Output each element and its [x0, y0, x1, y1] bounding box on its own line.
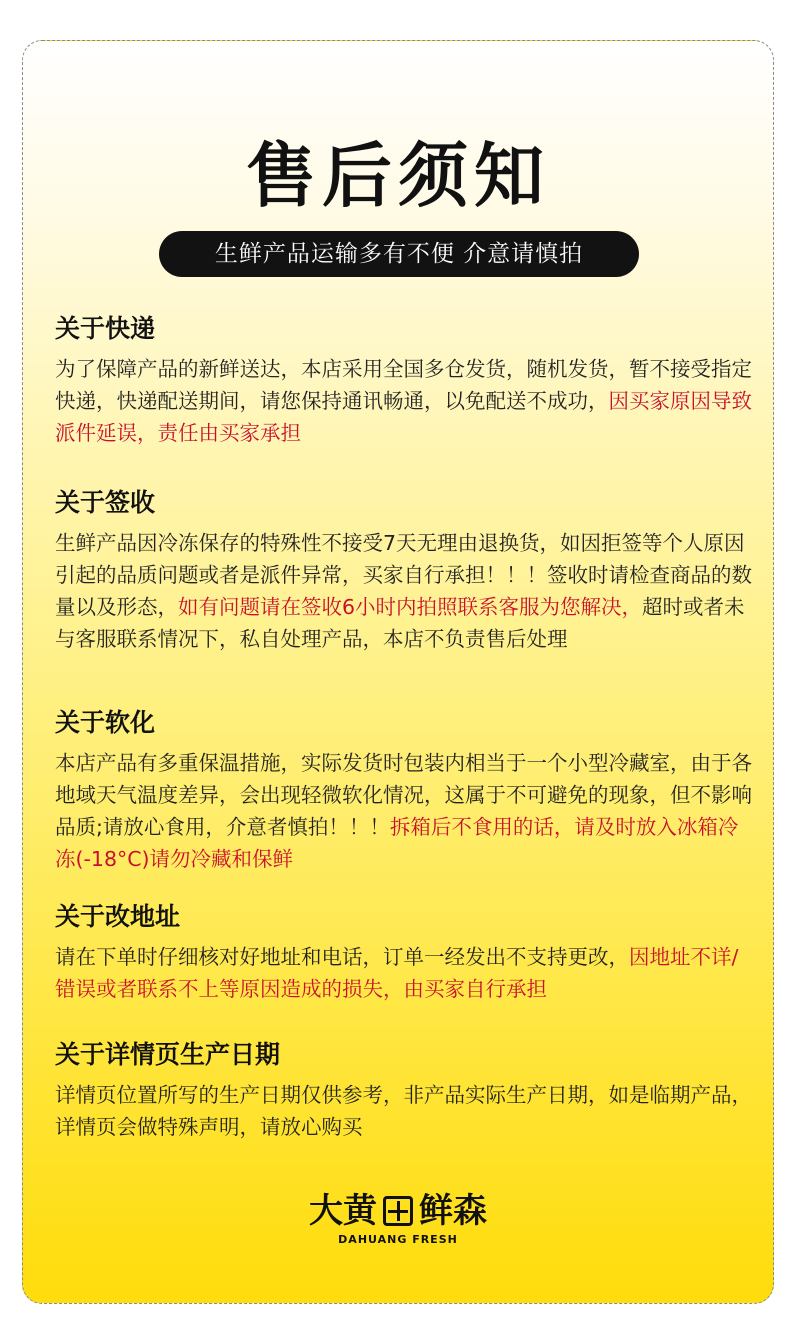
- section-production-date: [55, 1039, 755, 1143]
- body-text-highlight: 因买家原因导致派件延误，责任由买家承担: [55, 389, 752, 445]
- section-body: [55, 1079, 755, 1143]
- section-body: [55, 527, 755, 655]
- brand-name-right: 鲜森: [419, 1191, 487, 1231]
- section-address: [55, 901, 755, 1005]
- section-body: [55, 353, 755, 449]
- body-text: 请在下单时仔细核对好地址和电话，订单一经发出不支持更改，: [55, 945, 629, 969]
- section-softening: [55, 707, 755, 875]
- section-title: 关于详情页生产日期: [55, 1040, 281, 1069]
- brand-logo: [23, 1191, 773, 1246]
- body-text-after: 超时或者未与客服联系情况下，私自处理产品，本店不负责售后处理: [55, 595, 745, 651]
- body-text-highlight: 因地址不详/错误或者联系不上等原因造成的损失，由买家自行承担: [55, 945, 739, 1001]
- body-text: 详情页位置所写的生产日期仅供参考，非产品实际生产日期，如是临期产品，详情页会做特殊声明，请放心购买: [55, 1083, 752, 1139]
- brand-english: DAHUANG FRESH: [338, 1233, 458, 1246]
- section-title: 关于改地址: [55, 902, 181, 931]
- page-title: 售后须知: [246, 135, 550, 217]
- brand-name-left: 大黄: [309, 1191, 377, 1231]
- section-signing: [55, 487, 755, 655]
- body-text-highlight: 如有问题请在签收6小时内拍照联系客服为您解决，: [178, 595, 643, 619]
- brand-name: [309, 1191, 487, 1231]
- section-title: 关于软化: [55, 708, 156, 737]
- body-text: 本店产品有多重保温措施，实际发货时包装内相当于一个小型冷藏室，由于各地域天气温度差异，会出现轻微软化情况，这属于不可避免的现象，但不影响品质;请放心食用，介意者慎拍！！！: [55, 751, 752, 839]
- body-text: 生鲜产品因冷冻保存的特殊性不接受7天无理由退换货，如因拒签等个人原因引起的品质问题或者是派件异常，买家自行承担！！！签收时请检查商品的数量以及形态，: [55, 531, 752, 619]
- section-title: 关于快递: [55, 314, 156, 343]
- grid-logo-icon: [383, 1196, 413, 1226]
- body-text-highlight: 拆箱后不食用的话，请及时放入冰箱冷冻(-18°C)请勿冷藏和保鲜: [55, 815, 739, 871]
- section-body: [55, 747, 755, 875]
- section-express: [55, 313, 755, 449]
- notice-card: [22, 40, 774, 1304]
- warning-banner: 生鲜产品运输多有不便 介意请慎拍: [159, 231, 639, 277]
- body-text: 为了保障产品的新鲜送达，本店采用全国多仓发货，随机发货，暂不接受指定快递，快递配送期间，请您保持通讯畅通，以免配送不成功，: [55, 357, 752, 413]
- section-body: [55, 941, 755, 1005]
- section-title: 关于签收: [55, 488, 156, 517]
